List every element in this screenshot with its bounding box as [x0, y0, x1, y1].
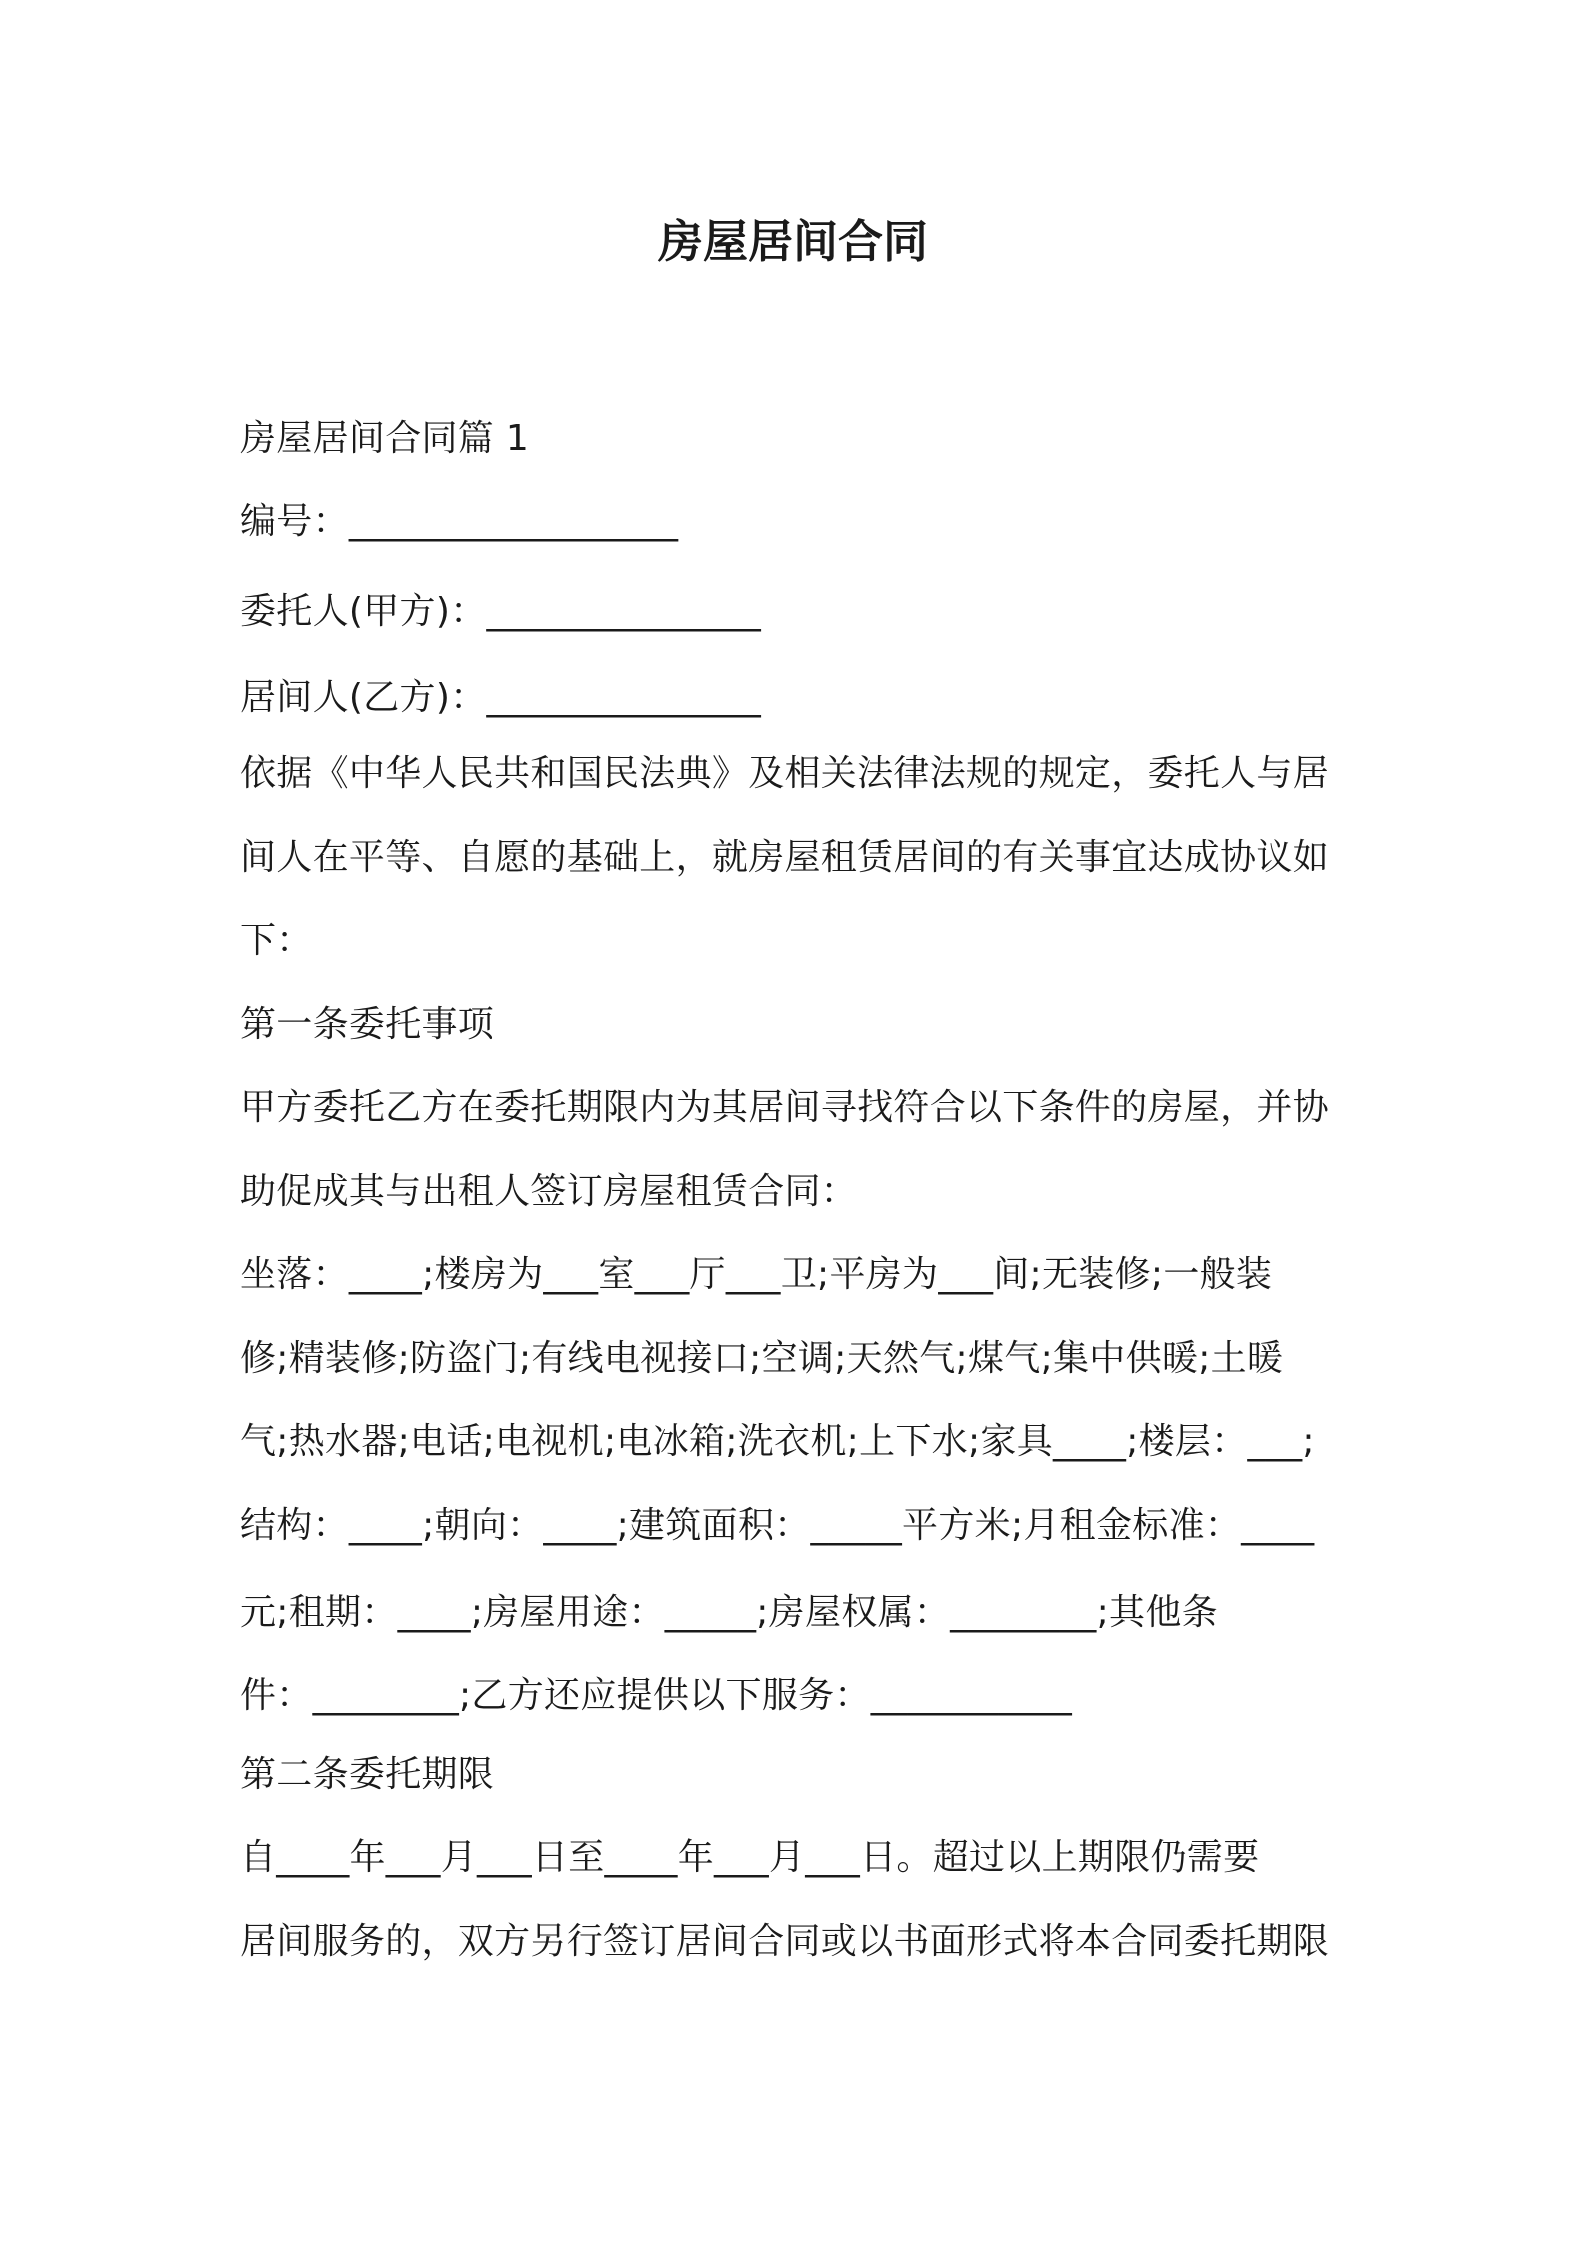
number-field-line: 编号：__________________: [240, 501, 679, 542]
body-line: 元;租期：____;房屋用途：_____;房屋权属：________;其他条: [240, 1592, 1218, 1633]
body-line: 助促成其与出租人签订房屋租赁合同：: [240, 1171, 858, 1212]
article-heading: 第一条委托事项: [240, 1004, 495, 1045]
document-title: 房屋居间合同: [657, 215, 928, 268]
body-line: 修;精装修;防盗门;有线电视接口;空调;天然气;煤气;集中供暖;土暖: [240, 1338, 1284, 1379]
body-line: 依据《中华人民共和国民法典》及相关法律法规的规定，委托人与居: [240, 753, 1330, 794]
body-line: 气;热水器;电话;电视机;电冰箱;洗衣机;上下水;家具____;楼层：___;: [240, 1421, 1315, 1462]
principal-field-line: 委托人(甲方)：_______________: [240, 591, 761, 632]
body-line: 坐落：____;楼房为___室___厅___卫;平房为___间;无装修;一般装: [240, 1254, 1273, 1295]
article-heading: 第二条委托期限: [240, 1754, 495, 1795]
body-line: 间人在平等、自愿的基础上，就房屋租赁居间的有关事宜达成协议如: [240, 837, 1330, 878]
body-line: 结构：____;朝向：____;建筑面积：_____平方米;月租金标准：____: [240, 1505, 1315, 1546]
body-line: 居间服务的，双方另行签订居间合同或以书面形式将本合同委托期限: [240, 1921, 1330, 1962]
body-line: 下：: [240, 920, 313, 961]
body-line: 件：________;乙方还应提供以下服务：___________: [240, 1675, 1073, 1716]
body-line: 甲方委托乙方在委托期限内为其居间寻找符合以下条件的房屋，并协: [240, 1087, 1330, 1128]
body-line: 自____年___月___日至____年___月___日。超过以上期限仍需要: [240, 1837, 1260, 1878]
section-heading: 房屋居间合同篇 1: [240, 418, 530, 459]
intermediary-field-line: 居间人(乙方)：_______________: [240, 677, 761, 718]
